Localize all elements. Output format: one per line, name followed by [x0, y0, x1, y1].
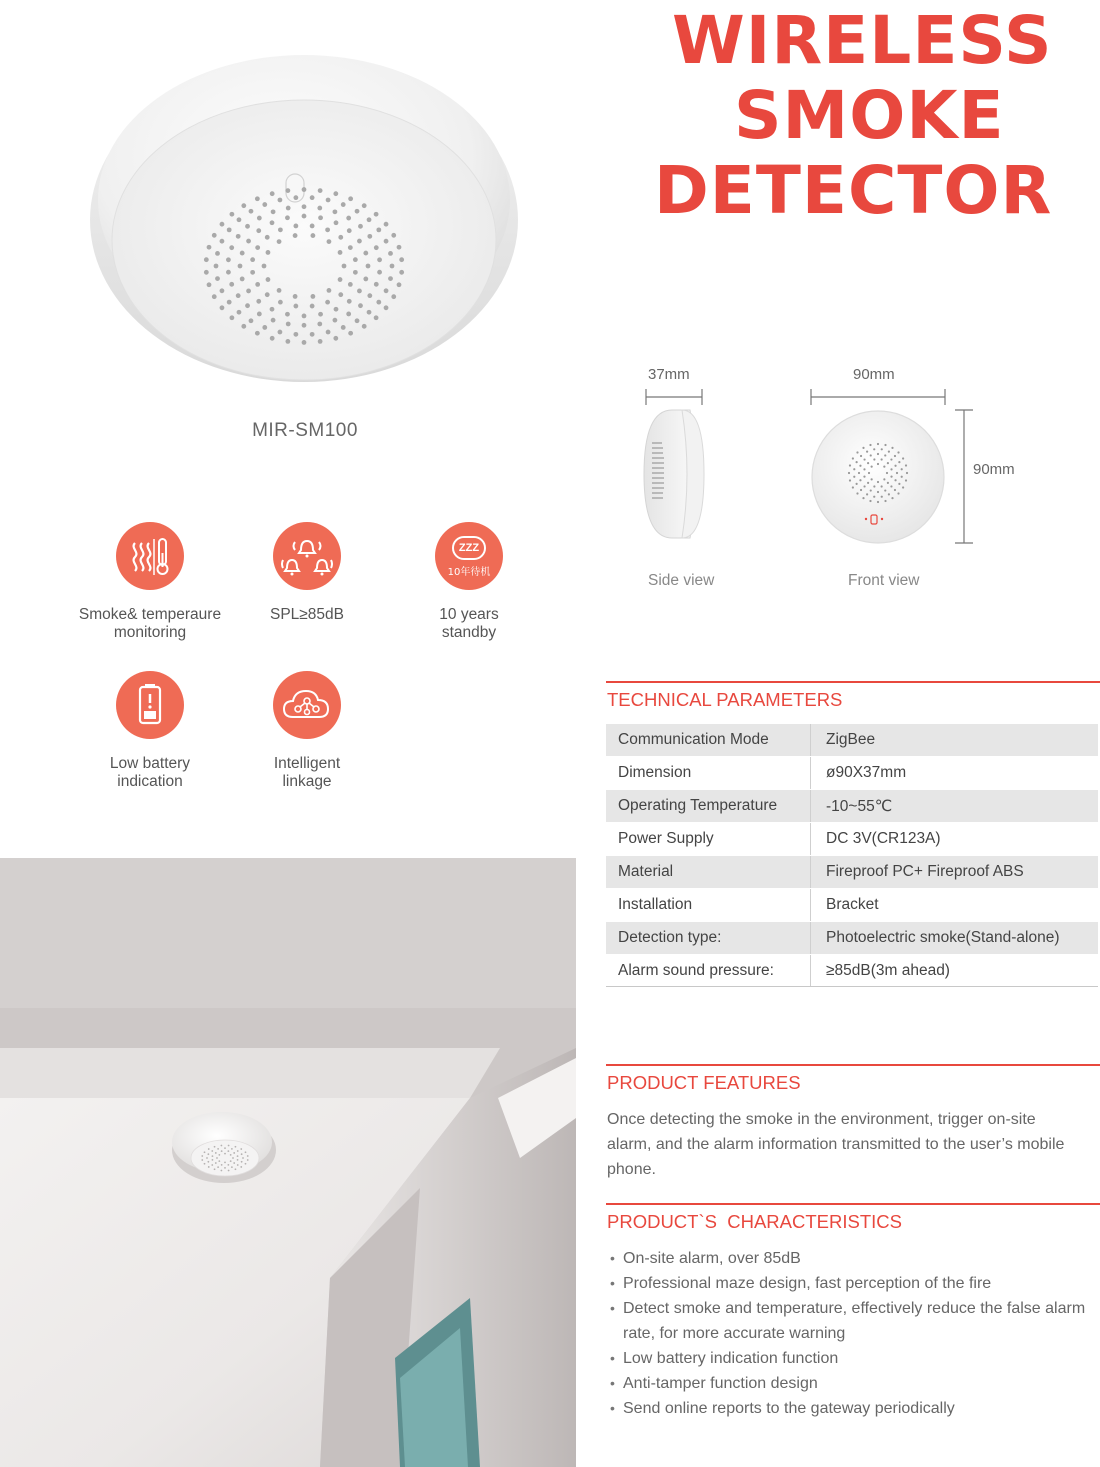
feature-label: Intelligent	[273, 755, 341, 772]
features-heading: PRODUCT FEATURES	[607, 1072, 801, 1093]
standby-sleep-icon	[435, 522, 503, 590]
list-item: • Detect smoke and temperature, effectively reduce the false alarm rate, for more accurate warning	[610, 1296, 1090, 1346]
features-description: Once detecting the smoke in the environment, trigger on-site alarm, and the alarm information transmitted to the user’s mobile phone.	[607, 1111, 1065, 1178]
front-view-label: Front view	[848, 572, 920, 589]
alarm-bells-icon	[273, 522, 341, 590]
list-item: • On-site alarm, over 85dB	[610, 1246, 1090, 1271]
param-value: -10~55℃	[826, 797, 893, 815]
table-row	[606, 889, 1098, 922]
feature-label: SPL≥85dB	[269, 606, 344, 623]
param-value: ZigBee	[826, 731, 876, 748]
dimension-drawing	[630, 385, 990, 555]
list-item: • Anti-tamper function design	[610, 1371, 1090, 1396]
param-key: Alarm sound pressure:	[606, 955, 811, 987]
title-line-1: WIRELESS	[672, 2, 1053, 79]
param-key: Dimension	[606, 757, 811, 789]
param-value: Photoelectric smoke(Stand-alone)	[826, 929, 1060, 946]
param-key: Material	[606, 856, 811, 888]
feature-label: Smoke& temperaure	[78, 606, 222, 623]
param-key: Installation	[606, 889, 811, 921]
title-line-3: DETECTOR	[654, 152, 1053, 229]
table-row	[606, 724, 1098, 757]
feature-label: Low battery	[109, 755, 191, 772]
low-battery-icon	[116, 671, 184, 739]
param-key: Detection type:	[606, 922, 811, 954]
feature-intelligent-linkage	[212, 671, 402, 791]
param-value: ≥85dB(3m ahead)	[826, 962, 950, 979]
front-width-label: 90mm	[853, 366, 895, 383]
param-value: Fireproof PC+ Fireproof ABS	[826, 863, 1024, 880]
standby-icon-text: 10年待机	[447, 567, 491, 578]
feature-label: monitoring	[113, 624, 187, 641]
feature-label: standby	[441, 624, 497, 641]
list-item: • Send online reports to the gateway periodically	[610, 1396, 1090, 1421]
param-key: Power Supply	[606, 823, 811, 855]
table-bottom-rule	[606, 986, 1098, 987]
list-item: • Low battery indication function	[610, 1346, 1090, 1371]
title-line-2: SMOKE	[734, 77, 1005, 154]
param-value: Bracket	[826, 896, 879, 913]
list-item: • Professional maze design, fast perception of the fire	[610, 1271, 1090, 1296]
side-measure-line	[646, 389, 702, 405]
cloud-linkage-icon	[273, 671, 341, 739]
front-height-label: 90mm	[973, 461, 1015, 478]
param-key: Operating Temperature	[606, 790, 811, 822]
smoke-temperature-icon	[116, 522, 184, 590]
feature-label: linkage	[282, 773, 332, 790]
param-key: Communication Mode	[606, 724, 811, 756]
table-row	[606, 922, 1098, 955]
table-row	[606, 757, 1098, 790]
characteristics-heading: PRODUCT`S CHARACTERISTICS	[607, 1211, 902, 1232]
features-rule	[606, 1064, 1100, 1066]
technical-heading: TECHNICAL PARAMETERS	[607, 689, 843, 710]
model-number: MIR-SM100	[252, 420, 358, 441]
table-row	[606, 856, 1098, 889]
table-row	[606, 955, 1098, 988]
zzz-bubble: ZZZ	[452, 536, 486, 560]
param-value: ø90X37mm	[826, 764, 907, 781]
smoke-detector-product-image	[88, 50, 520, 386]
technical-table	[606, 724, 1098, 988]
technical-rule	[606, 681, 1100, 683]
ceiling-installation-photo	[0, 858, 576, 1467]
feature-standby	[374, 522, 564, 642]
side-width-label: 37mm	[648, 366, 690, 383]
table-row	[606, 823, 1098, 856]
feature-label: 10 years	[439, 606, 499, 623]
table-row	[606, 790, 1098, 823]
feature-label: indication	[117, 773, 183, 790]
side-view-label: Side view	[648, 572, 715, 589]
param-value: DC 3V(CR123A)	[826, 830, 941, 847]
characteristics-list	[610, 1246, 1090, 1421]
characteristics-rule	[606, 1203, 1100, 1205]
